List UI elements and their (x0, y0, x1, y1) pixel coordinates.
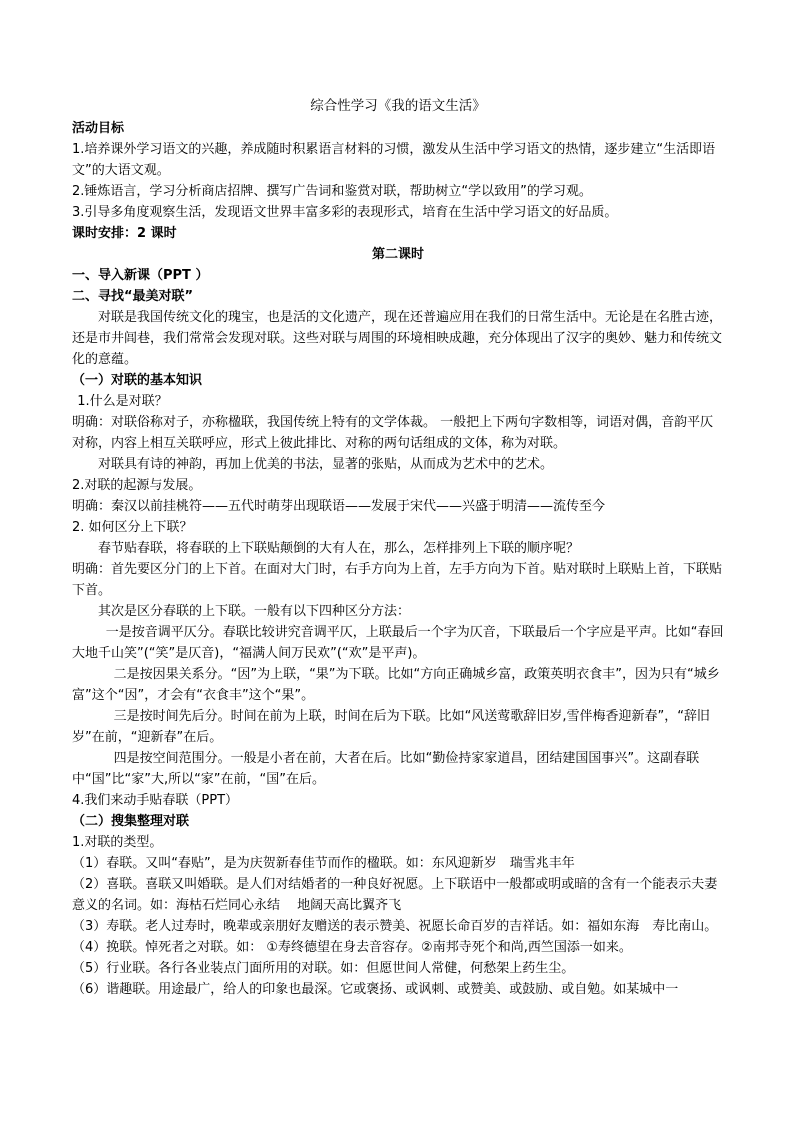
goal-item: 3.引导多角度观察生活，发现语文世界丰富多彩的表现形式，培育在生活中学习语文的好品质。 (72, 205, 618, 220)
question-line: 4.我们来动手贴春联（PPT） (72, 793, 239, 808)
document-page (72, 96, 724, 1000)
question-line: 2.对联的起源与发展。 (72, 478, 202, 493)
intro-paragraph: 对联是我国传统文化的瑰宝，也是活的文化遗产，现在还普遍应用在我们的日常生活中。无论是在名胜古迹，还是市井闾巷，我们常常会发现对联。这些对联与周围的环境相映成趣，充分体现出了汉字的奥妙、魅力和传统文化的意蕴。 (72, 310, 723, 367)
goal-item: 2.锤炼语言，学习分析商店招牌、撰写广告词和鉴赏对联，帮助树立“学以致用”的学习观。 (72, 184, 592, 199)
body-paragraph: 其次是区分春联的上下联。一般有以下四种区分方法： (98, 604, 411, 619)
subsection-heading: （一）对联的基本知识 (72, 373, 203, 388)
answer-paragraph: 明确：秦汉以前挂桃符——五代时萌芽出现联语——发展于宋代——兴盛于明清——流传至今 (72, 499, 606, 514)
question-line: 1.什么是对联？ (77, 394, 168, 409)
type-item: （1）春联。又叫“春贴”，是为庆贺新春佳节而作的楹联。如：东风迎新岁 瑞雪兆丰年 (72, 856, 575, 871)
type-item: （3）寿联。老人过寿时，晚辈或亲朋好友赠送的表示赞美、祝愿长命百岁的吉祥话。如：福如东海 寿比南山。 (72, 919, 718, 934)
question-line: 2. 如何区分上下联？ (72, 520, 193, 535)
type-item: （5）行业联。各行各业装点门面所用的对联。如：但愿世间人常健，何愁架上药生尘。 (72, 961, 575, 976)
body-paragraph: 春节贴春联，将春联的上下联贴颠倒的大有人在，那么，怎样排列上下联的顺序呢？ (98, 541, 580, 556)
answer-paragraph: 明确：首先要区分门的上下首。在面对大门时，右手方向为上首，左手方向为下首。贴对联时上联贴上首，下联贴下首。 (72, 562, 723, 598)
type-item: （6）谐趣联。用途最广，给人的印象也最深。它或褒扬、或讽刺、或赞美、或鼓励、或自勉。如某城中一 (72, 982, 679, 997)
schedule-line: 课时安排：2 课时 (72, 226, 177, 241)
goal-item: 1.培养课外学习语文的兴趣，养成随时积累语言材料的习惯，激发从生活中学习语文的热情，逐步建立“生活即语文”的大语文观。 (72, 142, 716, 178)
subsection-heading: （二）搜集整理对联 (72, 814, 190, 829)
lesson-title: 第二课时 (371, 247, 424, 262)
section-heading: 一、导入新课（PPT ） (72, 268, 209, 283)
type-item: （4）挽联。悼死者之对联。如： ①寿终德望在身去音容存。②南邦寺死个和尚,西竺国添一如来。 (72, 940, 632, 955)
answer-paragraph: 对联具有诗的神韵，再加上优美的书法，显著的张贴，从而成为艺术中的艺术。 (98, 457, 554, 472)
answer-paragraph: 明确：对联俗称对子，亦称楹联，我国传统上特有的文学体裁。 一般把上下两句字数相等，词语对偶，音韵平仄对称，内容上相互关联呼应，形式上彼此排比、对称的两句话组成的文体，称为对联。 (72, 415, 714, 451)
document-title: 综合性学习《我的语文生活》 (310, 98, 486, 114)
goals-heading: 活动目标 (72, 121, 125, 136)
section-heading: 二、寻找“最美对联” (72, 289, 194, 304)
method-paragraph: 二是按因果关系分。“因”为上联，“果”为下联。比如“方向正确城乡富，政策英明衣食丰”，因为只有“城乡富”这个“因”，才会有“衣食丰”这个“果”。 (72, 667, 720, 703)
types-heading: 1.对联的类型。 (72, 835, 163, 850)
method-paragraph: 四是按空间范围分。一般是小者在前，大者在后。比如“勤俭持家家道昌，团结建国国事兴”。这副春联中“国”比“家”大,所以“家”在前，“国”在后。 (72, 751, 700, 787)
method-paragraph: 三是按时间先后分。时间在前为上联，时间在后为下联。比如“风送莺歌辞旧岁,雪伴梅香迎新春”，“辞旧岁”在前，“迎新春”在后。 (72, 709, 710, 745)
method-paragraph: 一是按音调平仄分。春联比较讲究音调平仄，上联最后一个字为仄音，下联最后一个字应是平声。比如“春回大地千山笑”(“笑”是仄音)，“福满人间万民欢”(“欢”是平声)。 (72, 625, 724, 661)
type-item: （2）喜联。喜联又叫婚联。是人们对结婚者的一种良好祝愿。上下联语中一般都或明或暗的含有一个能表示夫妻意义的名词。如：海枯石烂同心永结 地阔天高比翼齐飞 (72, 877, 718, 913)
